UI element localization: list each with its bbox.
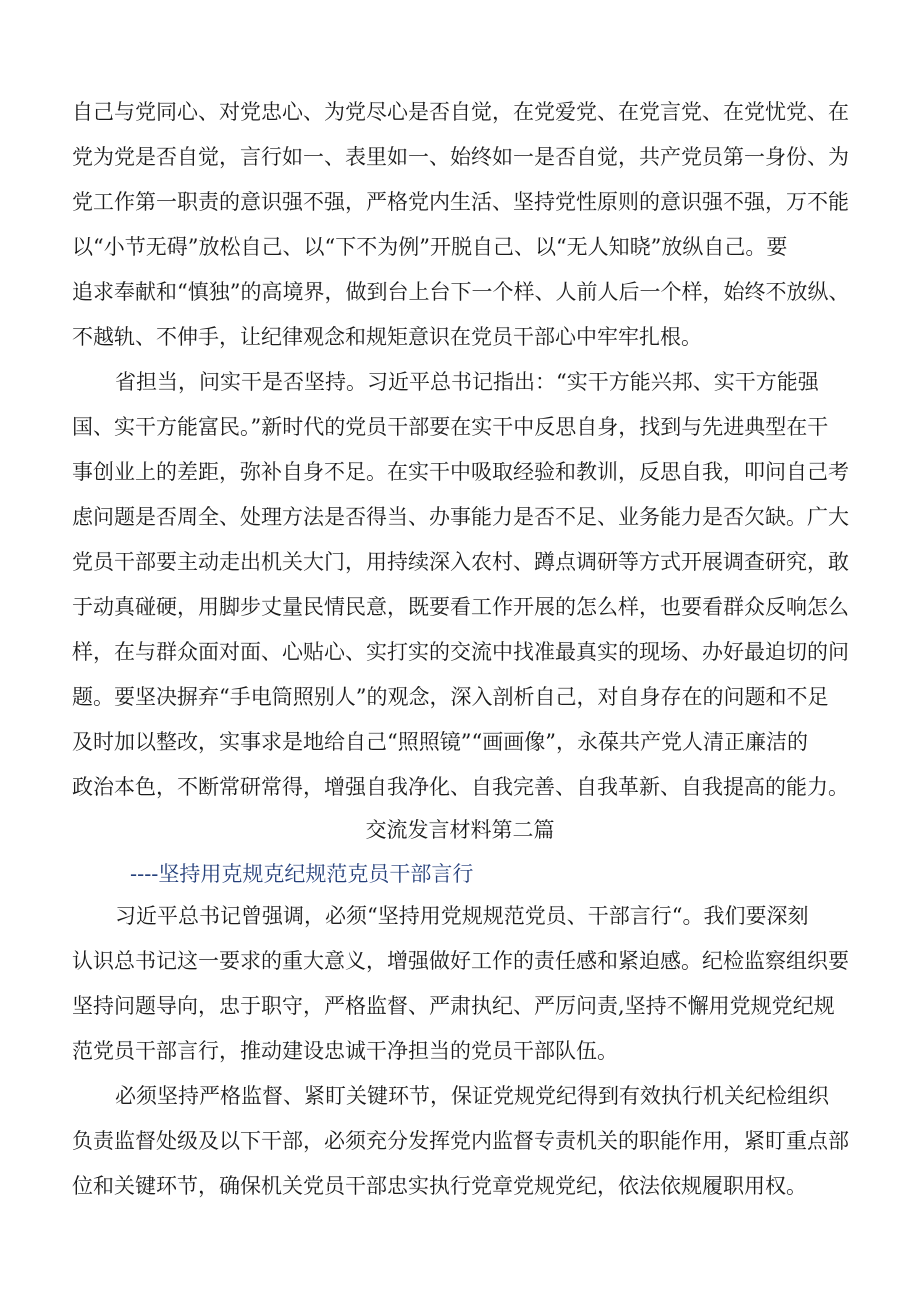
- text-line: 题。要坚决摒弃“手电筒照别人”的观念，深入剖析自己，对自身存在的问题和不足: [72, 685, 829, 709]
- text-line: 样，在与群众面对面、心贴心、实打实的交流中找准最真实的现场、办好最迫切的问: [72, 640, 849, 664]
- section-subtitle: ----坚持用克规克纪规范克员干部言行: [130, 862, 474, 886]
- text-line: 党工作第一职责的意识强不强，严格党内生活、坚持党性原则的意识强不强，万不能: [72, 190, 849, 214]
- text-line: 自己与党同心、对党忠心、为党尽心是否自觉，在党爱党、在党言党、在党忧党、在: [72, 100, 849, 124]
- text-line: 政治本色，不断常研常得，增强自我净化、自我完善、自我革新、自我提高的能力。: [72, 775, 849, 799]
- text-line: 省担当，问实干是否坚持。习近平总书记指出：“实干方能兴邦、实干方能强: [115, 370, 819, 394]
- text-line: 必须坚持严格监督、紧盯关键环节，保证党规党纪得到有效执行机关纪检组织: [115, 1084, 829, 1108]
- text-line: 事创业上的差距，弥补自身不足。在实干中吸取经验和教训，反思自我，叩问自己考: [72, 460, 849, 484]
- text-line: 及时加以整改，实事求是地给自己“照照镜”“画画像”，永葆共产党人清正廉洁的: [72, 730, 808, 754]
- section-title: 交流发言材料第二篇: [365, 818, 555, 842]
- text-line: 习近平总书记曾强调，必须“坚持用党规规范党员、干部言行“。我们要深刻: [115, 904, 809, 928]
- text-line: 党员干部要主动走出机关大门，用持续深入农村、蹲点调研等方式开展调查研究，敢: [72, 550, 849, 574]
- text-line: 国、实干方能富民。”新时代的党员干部要在实干中反思自身，找到与先进典型在干: [72, 415, 829, 439]
- text-line: 认识总书记这一要求的重大意义，增强做好工作的责任感和紧迫感。纪检监察组织要: [72, 949, 849, 973]
- text-line: 于动真碰硬，用脚步丈量民情民意，既要看工作开展的怎么样，也要看群众反响怎么: [72, 595, 849, 619]
- text-line: 负责监督处级及以下干部，必须充分发挥党内监督专责机关的职能作用，紧盯重点部: [72, 1129, 849, 1153]
- text-line: 虑问题是否周全、处理方法是否得当、办事能力是否不足、业务能力是否欠缺。广大: [72, 505, 849, 529]
- text-line: 坚持问题导向，忠于职守，严格监督、严肃执纪、严厉问责,坚持不懈用党规党纪规: [72, 994, 835, 1018]
- text-line: 范党员干部言行，推动建设忠诚干净担当的党员干部队伍。: [72, 1039, 618, 1063]
- text-line: 位和关键环节，确保机关党员干部忠实执行党章党规党纪，依法依规履职用权。: [72, 1174, 807, 1198]
- text-line: 追求奉献和“慎独”的高境界，做到台上台下一个样、人前人后一个样，始终不放纵、: [72, 280, 850, 304]
- text-line: 不越轨、不伸手，让纪律观念和规矩意识在党员干部心中牢牢扎根。: [72, 325, 702, 349]
- text-line: 党为党是否自觉，言行如一、表里如一、始终如一是否自觉，共产党员第一身份、为: [72, 145, 849, 169]
- text-line: 以“小节无碍”放松自己、以“下不为例”开脱自己、以“无人知晓”放纵自己。要: [72, 235, 788, 259]
